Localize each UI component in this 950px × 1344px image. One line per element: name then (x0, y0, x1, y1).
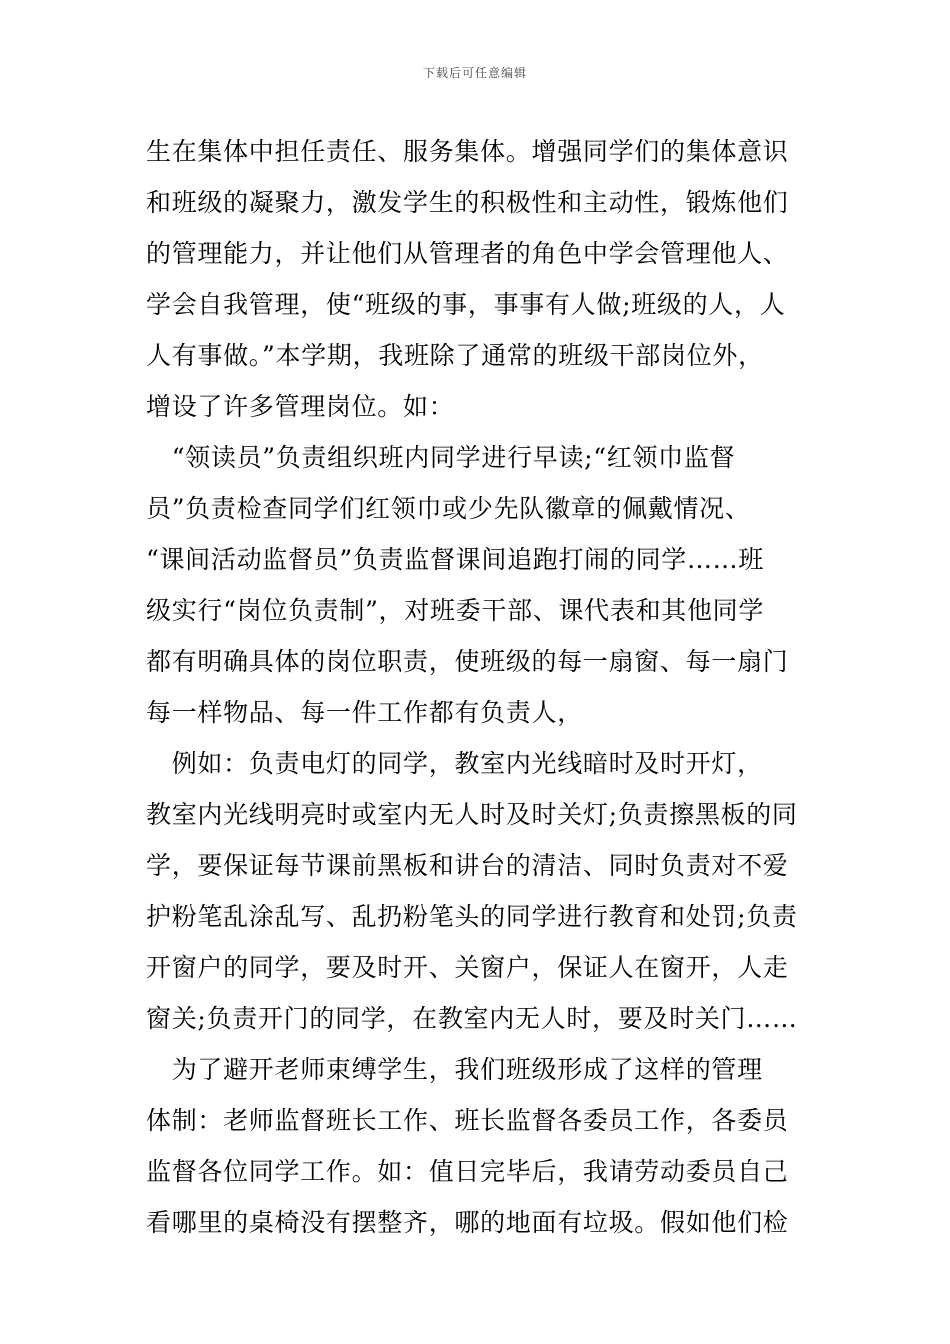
text-line: 级实行“岗位负责制”，对班委干部、课代表和其他同学 (146, 596, 765, 625)
text-line: 每一样物品、每一件工作都有负责人， (146, 698, 583, 727)
paragraph-3 (146, 738, 806, 1044)
text-line: 开窗户的同学，要及时开、关窗户，保证人在窗开，人走 (146, 953, 789, 982)
text-line: 生在集体中担任责任、服务集体。增强同学们的集体意识 (146, 137, 789, 166)
page-header: 下载后可任意编辑 (422, 66, 527, 80)
text-line: 例如：负责电灯的同学，教室内光线暗时及时开灯， (146, 749, 763, 778)
text-line: 护粉笔乱涂乱写、乱扔粉笔头的同学进行教育和处罚;负责 (146, 902, 798, 931)
text-line: 和班级的凝聚力，激发学生的积极性和主动性，锻炼他们 (146, 188, 789, 217)
text-line: 增设了许多管理岗位。如： (146, 392, 455, 421)
text-line: 为了避开老师束缚学生，我们班级形成了这样的管理 (146, 1055, 763, 1084)
text-line: 学会自我管理，使“班级的事，事事有人做;班级的人，人 (146, 290, 786, 319)
text-line: 都有明确具体的岗位职责，使班级的每一扇窗、每一扇门 (146, 647, 789, 676)
text-line: 学，要保证每节课前黑板和讲台的清洁、同时负责对不爱 (146, 851, 789, 880)
paragraph-1 (146, 126, 806, 432)
paragraph-4 (146, 1044, 806, 1248)
text-line: 的管理能力，并让他们从管理者的角色中学会管理他人、 (146, 239, 789, 268)
text-line: 窗关;负责开门的同学，在教室内无人时，要及时关门…… (146, 1004, 798, 1033)
paragraph-2 (146, 432, 806, 738)
document-body (146, 126, 806, 1248)
text-line: 监督各位同学工作。如：值日完毕后，我请劳动委员自己 (146, 1157, 789, 1186)
text-line: 教室内光线明亮时或室内无人时及时关灯;负责擦黑板的同 (146, 800, 798, 829)
text-line: 看哪里的桌椅没有摆整齐，哪的地面有垃圾。假如他们检 (146, 1208, 789, 1237)
text-line: “领读员”负责组织班内同学进行早读;“红领巾监督 (146, 443, 736, 472)
text-line: 员”负责检查同学们红领巾或少先队徽章的佩戴情况、 (146, 494, 751, 523)
text-line: 人有事做。”本学期，我班除了通常的班级干部岗位外， (146, 341, 764, 370)
text-line: “课间活动监督员”负责监督课间追跑打闹的同学……班 (146, 545, 765, 574)
text-line: 体制：老师监督班长工作、班长监督各委员工作，各委员 (146, 1106, 789, 1135)
